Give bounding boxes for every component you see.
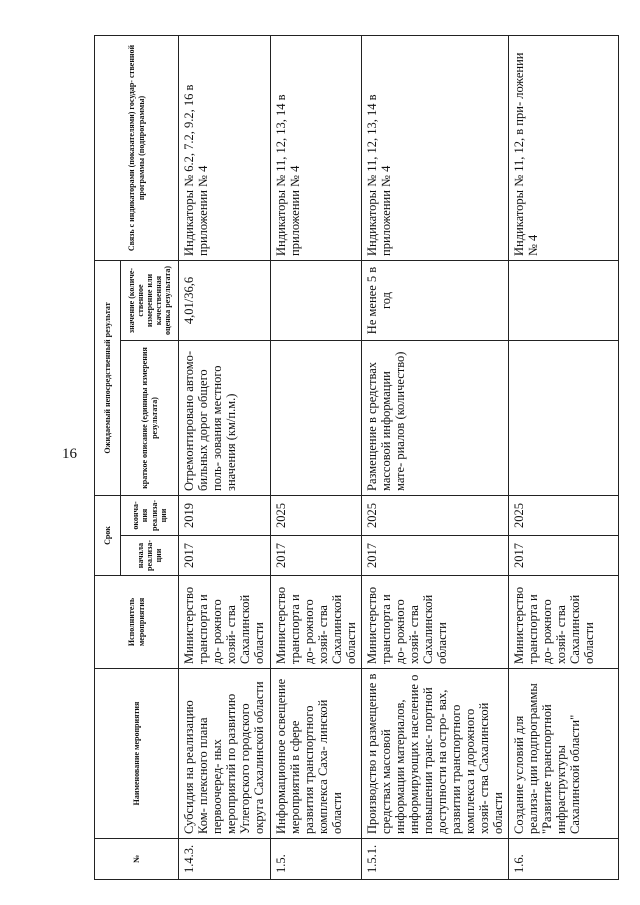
- row-num: 1.6.: [509, 839, 619, 880]
- row-link: Индикаторы № 11, 12, в при- ложении № 4: [509, 36, 619, 261]
- header-name: Наименование мероприятия: [95, 669, 179, 839]
- row-link: Индикаторы № 6.2, 7.2, 9.2, 16 в приложении № 4: [179, 36, 271, 261]
- row-value: [509, 261, 619, 341]
- header-term-end: оконча- ния реализа- ции: [121, 496, 179, 536]
- row-executor: Министерство транспорта и до- рожного хозяй- ства Сахалинской области: [271, 576, 362, 669]
- row-start: 2017: [179, 536, 271, 576]
- table-row: [271, 36, 362, 880]
- row-value: [271, 261, 362, 341]
- row-value: 4,01/36,6: [179, 261, 271, 341]
- row-end: 2025: [271, 496, 362, 536]
- row-name: Субсидия на реализацию Ком- плексного плана первоочеред- ных мероприятий по развитию Углегорского городского округа Сахалинской области: [179, 669, 271, 839]
- row-name: Информационное освещение мероприятий в сфере развития транспортного комплекса Саха- линской области: [271, 669, 362, 839]
- rotated-table-container: [94, 36, 619, 880]
- row-link: Индикаторы № 11, 12, 13, 14 в приложении № 4: [271, 36, 362, 261]
- row-executor: Министерство транспорта и до- рожного хозяй- ства Сахалинской области: [179, 576, 271, 669]
- row-executor: Министерство транспорта и до- рожного хозяй- ства Сахалинской области: [362, 576, 509, 669]
- page-number: 16: [62, 446, 77, 462]
- row-end: 2025: [362, 496, 509, 536]
- row-start: 2017: [509, 536, 619, 576]
- document-sheet: [94, 36, 619, 880]
- row-link: Индикаторы № 11, 12, 13, 14 в приложении № 4: [362, 36, 509, 261]
- row-end: 2019: [179, 496, 271, 536]
- row-num: 1.5.1.: [362, 839, 509, 880]
- header-term-start: начала реализа- ции: [121, 536, 179, 576]
- header-term: Срок: [95, 496, 121, 576]
- row-end: 2025: [509, 496, 619, 536]
- header-link: Связь с индикаторами (показателями) государ- ственной программы (подпрограммы): [95, 36, 179, 261]
- table-row: [179, 36, 271, 880]
- row-desc: Отремонтировано автомо- бильных дорог общего поль- зования местного значения (км/п.м.): [179, 341, 271, 496]
- row-executor: Министерство транспорта и до- рожного хозяй- ства Сахалинской области: [509, 576, 619, 669]
- header-executor: Исполнитель мероприятия: [95, 576, 179, 669]
- header-expected-value: значение (количе- ственное измерение или качественная оценка результата): [121, 261, 179, 341]
- header-num: №: [95, 839, 179, 880]
- header-row-top: [95, 36, 121, 880]
- table-row: [362, 36, 509, 880]
- row-name: Производство и размещение в средствах массовой информации материалов, информирующих население о повышении транс- портной доступности на остро- вах, развитии транспортного комплекса и дорожного хозяй- ства Сахалинской области: [362, 669, 509, 839]
- header-expected: Ожидаемый непосредственный результат: [95, 261, 121, 496]
- measures-table: [94, 35, 619, 880]
- row-desc: [271, 341, 362, 496]
- row-start: 2017: [362, 536, 509, 576]
- header-expected-desc: краткое описание (единицы измерения результата): [121, 341, 179, 496]
- table-row: [509, 36, 619, 880]
- row-name: Создание условий для реализа- ции подпрограммы "Развитие транспортной инфраструктуры Сахалинской области": [509, 669, 619, 839]
- row-value: Не менее 5 в год: [362, 261, 509, 341]
- row-num: 1.5.: [271, 839, 362, 880]
- row-desc: [509, 341, 619, 496]
- row-desc: Размещение в средствах массовой информации мате- риалов (количество): [362, 341, 509, 496]
- row-start: 2017: [271, 536, 362, 576]
- row-num: 1.4.3.: [179, 839, 271, 880]
